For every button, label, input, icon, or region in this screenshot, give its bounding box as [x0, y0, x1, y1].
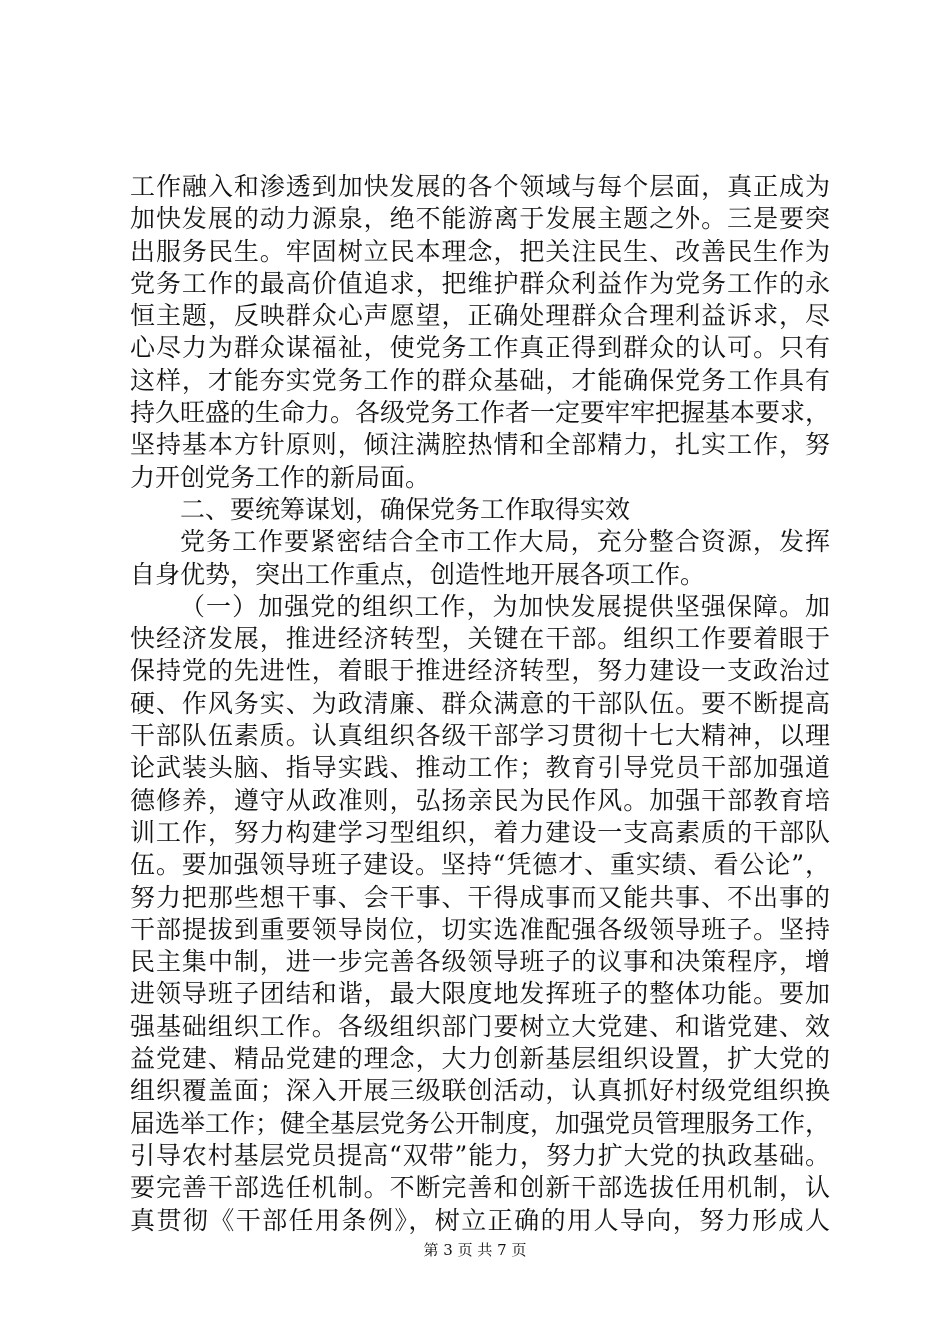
text-line: 干部提拔到重要领导岗位，切实选准配强各级领导班子。坚持 [130, 914, 830, 944]
text-line: 伍。要加强领导班子建设。坚持“凭德才、重实绩、看公论”， [130, 850, 830, 880]
text-line: 持久旺盛的生命力。各级党务工作者一定要牢牢把握基本要求， [130, 398, 831, 428]
text-line: 出服务民生。牢固树立民本理念，把关注民生、改善民生作为 [130, 236, 830, 266]
text-line: 党务工作的最高价值追求，把维护群众利益作为党务工作的永 [130, 268, 830, 298]
text-line: 心尽力为群众谋福祉，使党务工作真正得到群众的认可。只有 [130, 333, 830, 363]
text-line: 组织覆盖面；深入开展三级联创活动，认真抓好村级党组织换 [130, 1076, 830, 1106]
text-line: 加快发展的动力源泉，绝不能游离于发展主题之外。三是要突 [130, 204, 830, 234]
text-line: 强基础组织工作。各级组织部门要树立大党建、和谐党建、效 [130, 1011, 830, 1041]
text-line: （一）加强党的组织工作，为加快发展提供坚强保障。加 [180, 591, 830, 621]
text-line: 引导农村基层党员提高“双带”能力，努力扩大党的执政基础。 [130, 1140, 830, 1170]
text-line: 德修养，遵守从政准则，弘扬亲民为民作风。加强干部教育培 [130, 785, 830, 815]
text-line: 真贯彻《干部任用条例》，树立正确的用人导向，努力形成人 [130, 1205, 830, 1235]
section-heading: 二、要统筹谋划，确保党务工作取得实效 [180, 494, 631, 524]
text-line: 届选举工作；健全基层党务公开制度，加强党员管理服务工作， [130, 1108, 831, 1138]
text-line: 保持党的先进性，着眼于推进经济转型，努力建设一支政治过 [130, 656, 830, 686]
text-line: 训工作，努力构建学习型组织，着力建设一支高素质的干部队 [130, 817, 830, 847]
text-line: 自身优势，突出工作重点，创造性地开展各项工作。 [130, 559, 706, 589]
text-line: 这样，才能夯实党务工作的群众基础，才能确保党务工作具有 [130, 365, 830, 395]
text-line: 快经济发展，推进经济转型，关键在干部。组织工作要着眼于 [130, 624, 830, 654]
text-line: 恒主题，反映群众心声愿望，正确处理群众合理利益诉求，尽 [130, 301, 830, 331]
text-line: 论武装头脑、指导实践、推动工作；教育引导党员干部加强道 [130, 753, 830, 783]
text-line: 干部队伍素质。认真组织各级干部学习贯彻十七大精神，以理 [130, 721, 830, 751]
page-number-footer: 第 3 页 共 7 页 [423, 1241, 527, 1259]
text-line: 进领导班子团结和谐，最大限度地发挥班子的整体功能。要加 [130, 979, 830, 1009]
text-line: 要完善干部选任机制。不断完善和创新干部选拔任用机制，认 [130, 1173, 830, 1203]
text-line: 益党建、精品党建的理念，大力创新基层组织设置，扩大党的 [130, 1044, 830, 1074]
text-line: 党务工作要紧密结合全市工作大局，充分整合资源，发挥 [180, 527, 830, 557]
text-line: 工作融入和渗透到加快发展的各个领域与每个层面，真正成为 [130, 172, 830, 201]
text-line: 力开创党务工作的新局面。 [130, 462, 431, 492]
document-body [130, 171, 830, 1237]
text-line: 坚持基本方针原则，倾注满腔热情和全部精力，扎实工作，努 [130, 430, 830, 460]
text-line: 硬、作风务实、为政清廉、群众满意的干部队伍。要不断提高 [130, 688, 830, 718]
text-line: 民主集中制，进一步完善各级领导班子的议事和决策程序，增 [130, 947, 830, 977]
text-line: 努力把那些想干事、会干事、干得成事而又能共事、不出事的 [130, 882, 830, 912]
